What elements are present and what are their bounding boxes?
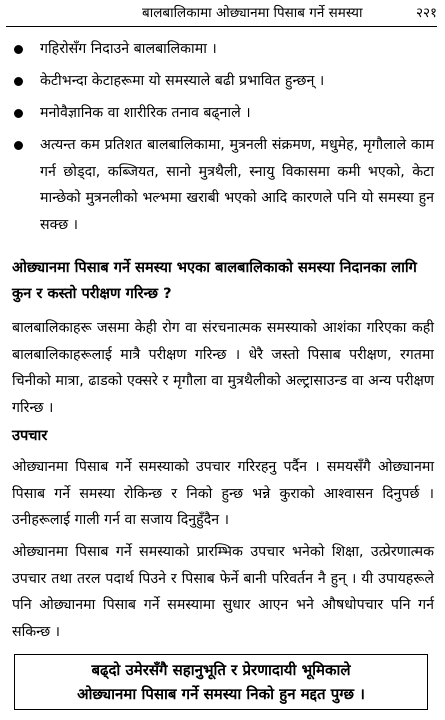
bullet-icon	[14, 77, 23, 86]
list-item-text: केटीभन्दा केटाहरूमा यो समस्याले बढी प्रभावित हुन्छन् ।	[40, 73, 325, 89]
cause-list	[14, 36, 434, 244]
list-item	[14, 36, 434, 62]
diagnosis-heading: ओछ्यानमा पिसाब गर्ने समस्या भएका बालबालिकाको समस्या निदानका लागि कुन र कस्तो परीक्षण गरिन्छ ?	[12, 259, 417, 302]
list-item-text: मनोवैज्ञानिक वा शारीरिक तनाव बढ्नाले ।	[40, 105, 251, 121]
running-title: बालबालिकामा ओछ्यानमा पिसाब गर्ने समस्या	[142, 5, 363, 21]
diagnosis-paragraph: बालबालिकाहरू जसमा केही रोग वा संरचनात्मक समस्याको आशंका गरिएका कही बालबालिकाहरूलाई मात्रै परीक्षण गरिन्छ । धेरै जस्तो पिसाब परीक्षण, रगतमा चिनीको मात्रा, ढाडको एक्सरे र मृगौला वा मुत्रथैलीको अल्ट्रासाउन्ड वा अन्य परीक्षण गरिन्छ ।	[12, 320, 434, 416]
treatment-paragraph-2: ओछ्यानमा पिसाब गर्ने समस्याको प्रारम्भिक उपचार भनेको शिक्षा, उत्प्रेरणात्मक उपचार तथा तरल पदार्थ पिउने र पिसाब फेर्ने बानी परिवर्तन नै हुन् । यी उपायहरूले पनि ओछ्यानमा पिसाब गर्ने समस्यामा सुधार आएन भने औषधोपचार पनि गर्न सकिन्छ ।	[12, 544, 434, 640]
list-item	[14, 68, 434, 94]
list-item-text: गहिरोसँग निदाउने बालबालिकामा ।	[40, 41, 217, 57]
bullet-icon	[14, 109, 23, 118]
key-message-line-1: बढ्दो उमेरसँगै सहानुभूति र प्रेरणादायी भूमिकाले	[91, 661, 351, 679]
treatment-heading: उपचार	[12, 427, 48, 444]
bullet-icon	[14, 141, 23, 150]
key-message-box	[14, 654, 428, 710]
page-number: २२१	[415, 5, 437, 21]
key-message-line-2: ओछ्यानमा पिसाब गर्ने समस्या निको हुन मद्दत पुग्छ ।	[77, 685, 365, 703]
list-item	[14, 100, 434, 126]
list-item-text: अत्यन्त कम प्रतिशत बालबालिकामा, मुत्रनली संक्रमण, मधुमेह, मृगौलाले काम गर्न छोड्दा, कब्जियत, सानो मुत्रथैली, स्नायु विकासमा कमी भएको, केटा मान्छेको मुत्रनलीको भल्भमा खराबी भएको आदि कारणले पनि यो समस्या हुन सक्छ ।	[40, 137, 434, 233]
list-item	[14, 132, 434, 238]
bullet-icon	[14, 45, 23, 54]
running-header	[6, 2, 437, 27]
treatment-paragraph-1: ओछ्यानमा पिसाब गर्ने समस्याको उपचार गरिरहनु पर्दैन । समयसँगै ओछ्यानमा पिसाब गर्ने समस्या रोकिन्छ र निको हुन्छ भन्ने कुराको आश्वासन दिनुपर्छ । उनीहरूलाई गाली गर्न वा सजाय दिनुहुँदैन ।	[12, 459, 434, 528]
